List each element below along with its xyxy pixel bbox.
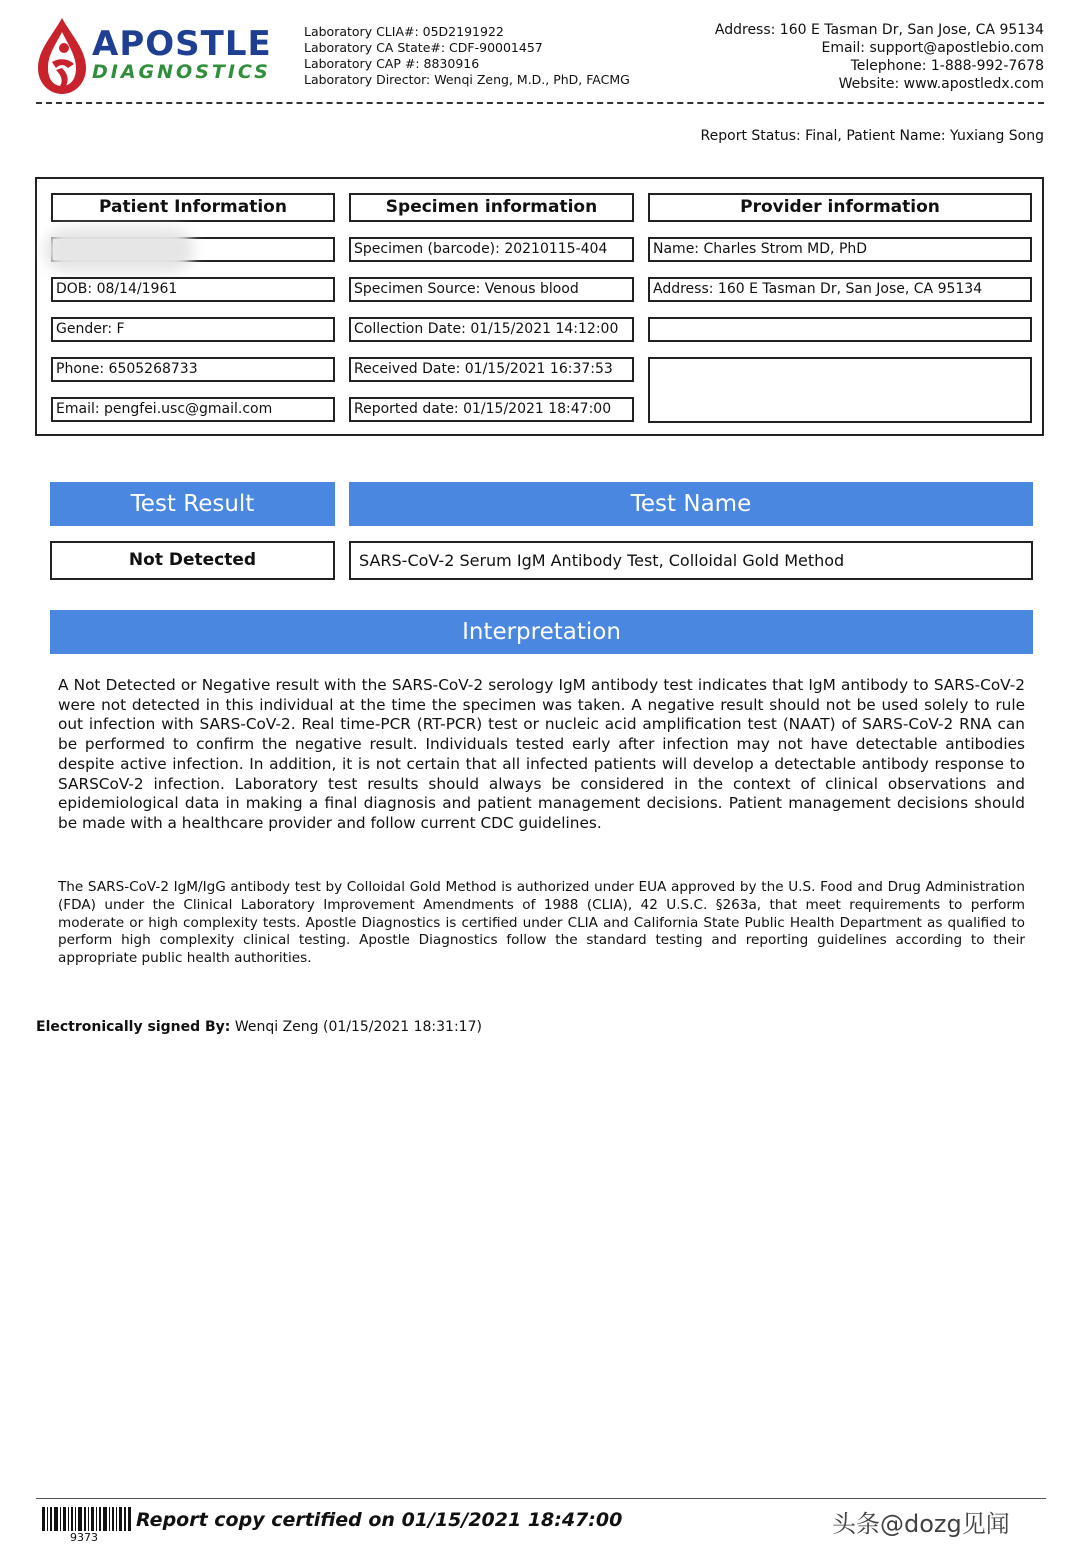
footer-divider [36,1498,1046,1499]
signature-value: Wenqi Zeng (01/15/2021 18:31:17) [230,1019,482,1035]
signature-label: Electronically signed By: [36,1019,231,1035]
lab-director: Laboratory Director: Wenqi Zeng, M.D., PhD, FACMG [304,72,630,87]
provider-empty-field [648,317,1032,342]
provider-notes-field [648,357,1032,423]
header-divider [36,102,1044,104]
telephone: Telephone: 1-888-992-7678 [850,58,1044,74]
provider-heading: Provider information [648,193,1032,222]
barcode-icon [42,1507,132,1531]
eua-disclaimer: The SARS-CoV-2 IgM/IgG antibody test by Colloidal Gold Method is authorized under EUA approved by the U.S. Food and Drug Administration (FDA) under the Clinical Laboratory Improvement Amendments of 1988 (CLIA), 42 U.S.C. §263a, that meet requirements to perform moderate or high complexity tests. Apostle Diagnostics is certified under CLIA and California State Public Health Department as qualified to perform high complexity clinical testing. Apostle Diagnostics follow the standard testing and reporting guidelines according to their appropriate public health authorities. [58,879,1025,967]
provider-address: Address: 160 E Tasman Dr, San Jose, CA 95134 [648,277,1032,302]
contact-info [715,21,1044,93]
test-name-heading: Test Name [349,482,1033,526]
interpretation-heading: Interpretation [50,610,1033,654]
test-result-heading: Test Result [50,482,335,526]
test-result-value: Not Detected [50,541,335,580]
patient-phone: Phone: 6505268733 [51,357,335,382]
email: Email: support@apostlebio.com [821,40,1044,56]
report-status: Report Status: Final, Patient Name: Yuxiang Song [700,128,1044,144]
collection-date: Collection Date: 01/15/2021 14:12:00 [349,317,634,342]
specimen-barcode: Specimen (barcode): 20210115-404 [349,237,634,262]
watermark: 头条@dozg见闻 [832,1510,1010,1538]
signature-line [36,1019,482,1035]
lab-cap: Laboratory CAP #: 8830916 [304,56,480,71]
lab-ca-state: Laboratory CA State#: CDF-90001457 [304,40,543,55]
interpretation-text: A Not Detected or Negative result with the SARS-CoV-2 serology IgM antibody test indicates that IgM antibody to SARS-CoV-2 were not detected in this individual at the time the specimen was taken. A negative result should not be used solely to rule out infection with SARS-CoV-2. Real time-PCR (RT-PCR) test or nucleic acid amplification test (NAAT) of SARS-CoV-2 RNA can be performed to confirm the negative result. Individuals tested early after infection may not have detectable antibodies despite active infection. In addition, it is not certain that all infected patients will develop a detectable antibody response to SARSCoV-2 infection. Laboratory test results should always be considered in the context of clinical observations and epidemiological data in making a final diagnosis and patient management decisions. Patient management decisions should be made with a healthcare provider and follow current CDC guidelines. [58,676,1025,832]
logo-subtitle: DIAGNOSTICS [92,61,271,83]
patient-email: Email: pengfei.usc@gmail.com [51,397,335,422]
redaction-blur [44,228,194,272]
received-date: Received Date: 01/15/2021 16:37:53 [349,357,634,382]
logo-wordmark: APOSTLE [92,24,272,64]
website: Website: www.apostledx.com [838,76,1044,92]
patient-dob: DOB: 08/14/1961 [51,277,335,302]
specimen-heading: Specimen information [349,193,634,222]
lab-clia: Laboratory CLIA#: 05D2191922 [304,24,504,39]
specimen-source: Specimen Source: Venous blood [349,277,634,302]
barcode-number: 9373 [70,1531,98,1544]
address: Address: 160 E Tasman Dr, San Jose, CA 95134 [714,22,1044,38]
patient-heading: Patient Information [51,193,335,222]
lab-info [304,24,630,88]
patient-gender: Gender: F [51,317,335,342]
provider-name: Name: Charles Strom MD, PhD [648,237,1032,262]
test-name-value: SARS-CoV-2 Serum IgM Antibody Test, Colloidal Gold Method [349,541,1033,580]
reported-date: Reported date: 01/15/2021 18:47:00 [349,397,634,422]
certified-text: Report copy certified on 01/15/2021 18:47:00 [136,1509,623,1531]
